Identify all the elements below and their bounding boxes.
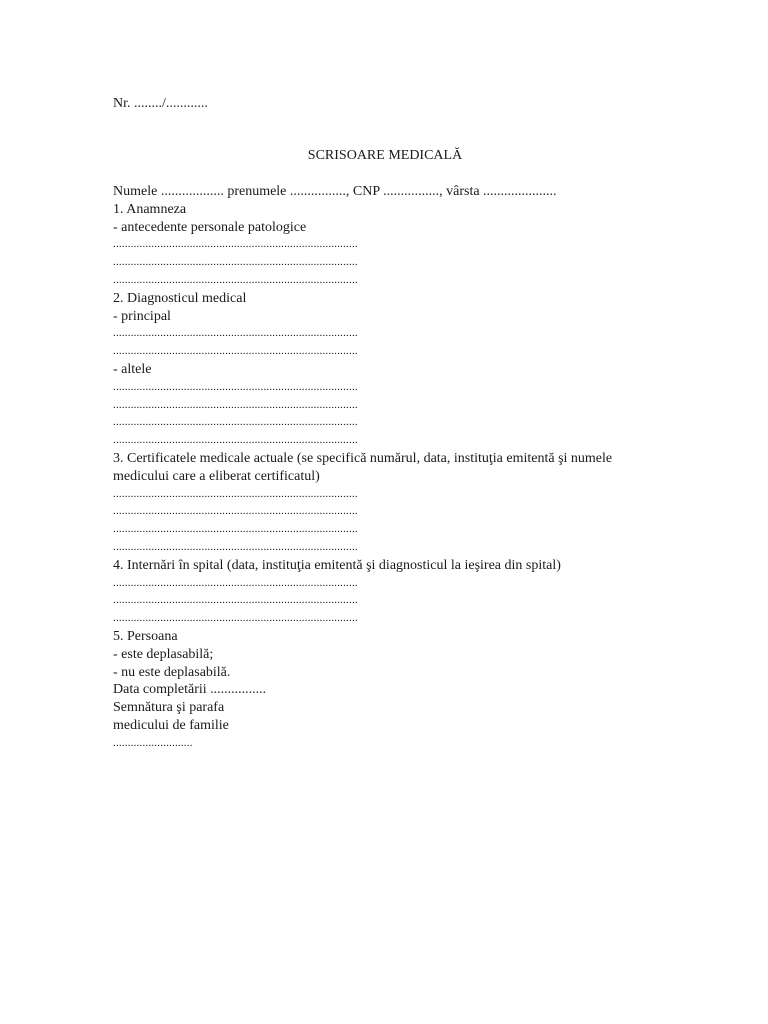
section-diagnostic-altele: - altele	[113, 361, 152, 377]
blank-line: ...................................................................................	[113, 327, 358, 340]
blank-line: ...................................................................................	[113, 380, 358, 393]
blank-line: ...................................................................................	[113, 523, 358, 536]
blank-line: ...................................................................................	[113, 434, 358, 447]
option-deplasabila: - este deplasabilă;	[113, 646, 214, 662]
blank-line: ...................................................................................	[113, 594, 358, 607]
blank-line: ...................................................................................	[113, 612, 358, 625]
signature-label-cont: medicului de familie	[113, 717, 229, 733]
section-internari-heading: 4. Internări în spital (data, instituţia emitentă şi diagnosticul la ieşirea din spital)	[113, 557, 561, 573]
data-completarii: Data completării ................	[113, 682, 267, 698]
blank-line: ...................................................................................	[113, 256, 358, 269]
blank-line: ...................................................................................	[113, 540, 358, 553]
blank-line: ...................................................................................	[113, 487, 358, 500]
option-nedeplasabila: - nu este deplasabilă.	[113, 664, 231, 680]
section-certificate-heading-cont: medicului care a eliberat certificatul)	[113, 468, 320, 484]
blank-line: ...................................................................................	[113, 505, 358, 518]
section-persoana-heading: 5. Persoana	[113, 628, 178, 644]
blank-line: ...................................................................................	[113, 576, 358, 589]
blank-line: ...................................................................................	[113, 238, 358, 251]
section-diagnostic-principal: - principal	[113, 308, 171, 324]
document-title: SCRISOARE MEDICALĂ	[307, 148, 463, 163]
blank-line: ...................................................................................	[113, 416, 358, 429]
patient-info-line: Numele .................. prenumele ................, CNP ................, vârsta .....................	[113, 184, 557, 199]
section-anamneza-heading: 1. Anamneza	[113, 201, 187, 217]
blank-line: ...................................................................................	[113, 398, 358, 411]
blank-line: ...................................................................................	[113, 273, 358, 286]
signature-blank: ...........................	[113, 736, 193, 749]
section-anamneza-sub: - antecedente personale patologice	[113, 219, 307, 235]
section-diagnostic-heading: 2. Diagnosticul medical	[113, 290, 247, 306]
blank-line: ...................................................................................	[113, 345, 358, 358]
document-number: Nr. ......../............	[113, 96, 208, 111]
section-certificate-heading: 3. Certificatele medicale actuale (se specifică numărul, data, instituţia emitentă şi numele	[113, 450, 613, 466]
document-body	[113, 183, 673, 753]
signature-label: Semnătura şi parafa	[113, 700, 225, 716]
